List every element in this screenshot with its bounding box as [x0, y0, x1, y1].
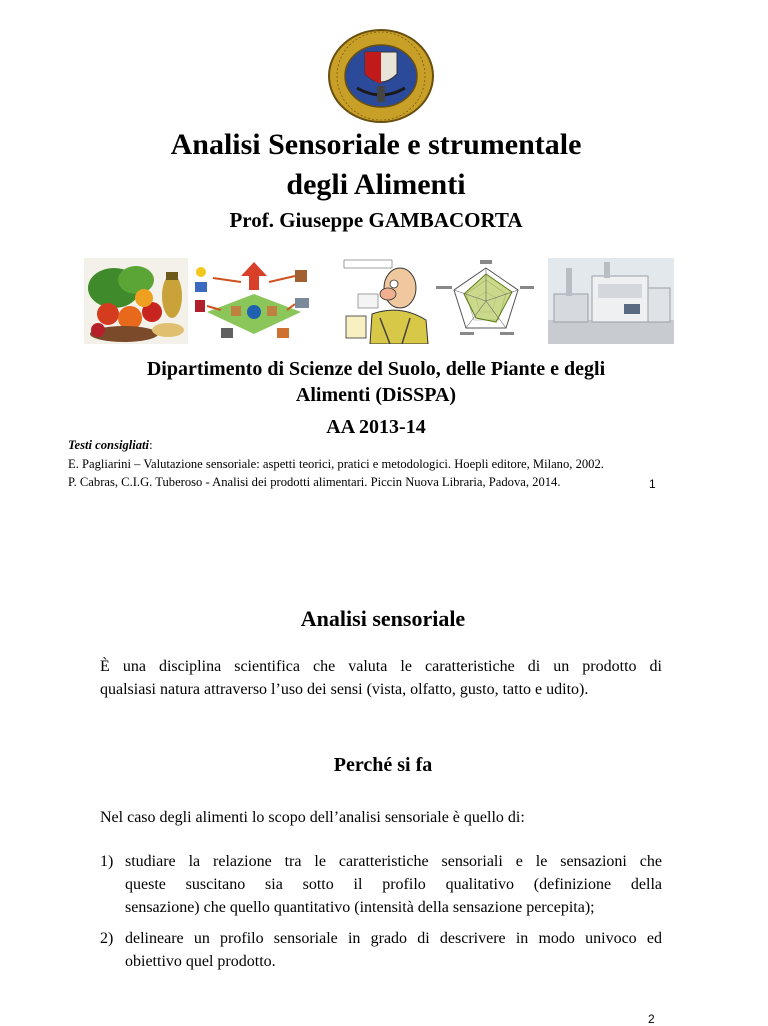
- paragraph: [100, 655, 662, 701]
- document-title-line-2: degli Alimenti: [286, 168, 466, 201]
- list-item-line: queste suscitano sia sotto il profilo qualitativo (definizione della: [125, 876, 662, 893]
- list-item-line: obiettivo quel prodotto.: [125, 953, 276, 970]
- professor-name: Prof. Giuseppe GAMBACORTA: [229, 208, 523, 232]
- references-heading-text: Testi consigliati: [68, 438, 150, 452]
- spider-diagram: [434, 258, 538, 344]
- academic-year: AA 2013-14: [326, 416, 426, 438]
- section-title: Analisi sensoriale: [300, 606, 466, 631]
- references-heading: [68, 438, 153, 453]
- reference-item: P. Cabras, C.I.G. Tuberoso - Analisi dei prodotti alimentari. Piccin Nuova Libraria, Padova, 2014.: [68, 475, 561, 489]
- paragraph-line: È una disciplina scientifica che valuta le caratteristiche di un prodotto di: [100, 658, 662, 675]
- list-item-line: delineare un profilo sensoriale in grado di descrivere in modo univoco ed: [125, 930, 662, 947]
- list-number: 1): [100, 853, 114, 870]
- list-item: [100, 850, 662, 920]
- list-item: [100, 927, 662, 975]
- taster-cartoon: [332, 258, 432, 344]
- university-seal-icon: [327, 28, 435, 124]
- page-number: 1: [649, 477, 656, 491]
- document-title-line-1: Analisi Sensoriale e strumentale: [170, 128, 582, 161]
- department-name-line-1: Dipartimento di Scienze del Suolo, delle Piante e degli: [146, 358, 606, 380]
- paragraph-line: Nel caso degli alimenti lo scopo dell’analisi sensoriale è quello di:: [100, 809, 525, 826]
- references-heading-colon: :: [149, 438, 153, 452]
- list-item-line: studiare la relazione tra le caratteristiche sensoriali e le sensazioni che: [125, 853, 662, 870]
- paragraph: [100, 806, 662, 829]
- lab-instrument-photo: [548, 258, 674, 344]
- reference-item: E. Pagliarini – Valutazione sensoriale: aspetti teorici, pratici e metodologici. Hoepli editore, Milano, 2002.: [68, 457, 604, 471]
- list-number: 2): [100, 930, 114, 947]
- food-photo: [84, 258, 188, 344]
- page-number: 2: [648, 1012, 655, 1026]
- department-name-line-2: Alimenti (DiSSPA): [295, 384, 457, 406]
- list-item-line: sensazione) che quello quantitativo (intensità della sensazione percepita);: [125, 899, 595, 916]
- paragraph-line: qualsiasi natura attraverso l’uso dei sensi (vista, olfatto, gusto, tatto e udito).: [100, 681, 589, 698]
- section-title: Perché si fa: [333, 754, 433, 776]
- food-chain-diagram: [191, 258, 317, 344]
